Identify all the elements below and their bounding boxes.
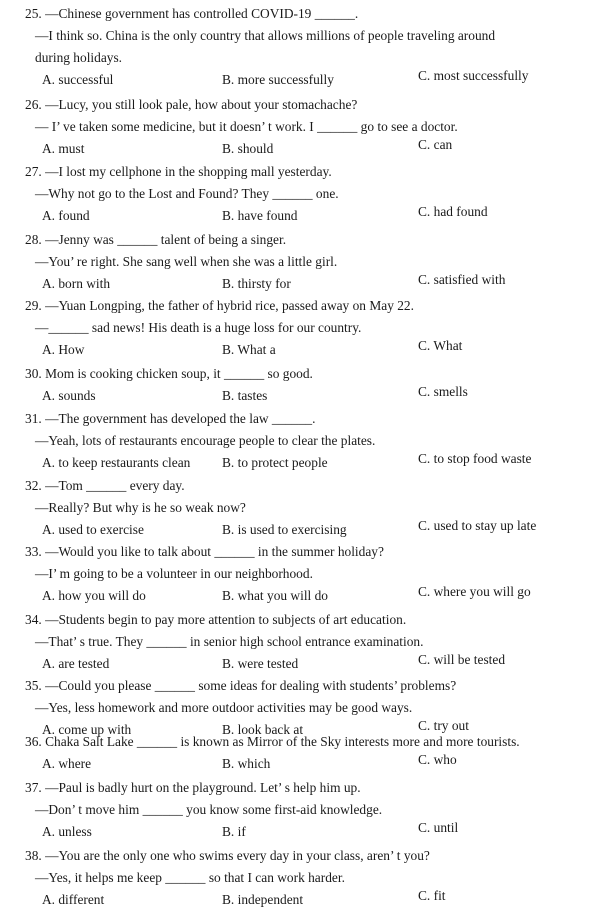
question-line: —Really? But why is he so weak now? (35, 500, 246, 515)
question-line: —______ sad news! His death is a huge loss for our country. (35, 320, 362, 335)
option-b: B. is used to exercising (222, 522, 347, 537)
question-stem: 27. —I lost my cellphone in the shopping mall yesterday. (25, 164, 332, 179)
option-b: B. tastes (222, 388, 268, 403)
question-stem: 38. —You are the only one who swims every day in your class, aren’ t you? (25, 848, 430, 863)
option-b: B. which (222, 756, 271, 771)
option-a: A. How (42, 342, 85, 357)
option-b: B. look back at (222, 722, 304, 737)
option-a: A. come up with (42, 722, 132, 737)
option-b: B. What a (222, 342, 276, 357)
option-c: C. try out (418, 718, 469, 733)
question-line: —Don’ t move him ______ you know some first-aid knowledge. (35, 802, 383, 817)
option-a: A. to keep restaurants clean (42, 455, 191, 470)
option-a: A. successful (42, 72, 114, 87)
option-c: C. where you will go (418, 584, 531, 599)
option-b: B. thirsty for (222, 276, 291, 291)
option-a: A. must (42, 141, 85, 156)
option-c: C. What (418, 338, 463, 353)
option-c: C. had found (418, 204, 488, 219)
question-stem: 30. Mom is cooking chicken soup, it ______ so good. (25, 366, 313, 381)
question-line: —Yeah, lots of restaurants encourage people to clear the plates. (35, 433, 376, 448)
question-stem: 29. —Yuan Longping, the father of hybrid rice, passed away on May 22. (25, 298, 414, 313)
option-c: C. can (418, 137, 453, 152)
option-c: C. used to stay up late (418, 518, 537, 533)
question-line: —Yes, it helps me keep ______ so that I can work harder. (35, 870, 345, 885)
question-line: —You’ re right. She sang well when she was a little girl. (35, 254, 338, 269)
question-line: —That’ s true. They ______ in senior high school entrance examination. (35, 634, 424, 649)
question-line: —I think so. China is the only country that allows millions of people traveling around (35, 28, 496, 43)
question-stem: 31. —The government has developed the law ______. (25, 411, 316, 426)
question-line: —Yes, less homework and more outdoor activities may be good ways. (35, 700, 413, 715)
option-a: A. are tested (42, 656, 110, 671)
option-c: C. fit (418, 888, 446, 903)
option-c: C. who (418, 752, 457, 767)
option-b: B. independent (222, 892, 304, 907)
option-a: A. sounds (42, 388, 96, 403)
question-stem: 28. —Jenny was ______ talent of being a singer. (25, 232, 287, 247)
option-c: C. until (418, 820, 459, 835)
option-a: A. unless (42, 824, 92, 839)
question-stem: 37. —Paul is badly hurt on the playground. Let’ s help him up. (25, 780, 361, 795)
option-a: A. where (42, 756, 92, 771)
option-a: A. born with (42, 276, 111, 291)
option-c: C. satisfied with (418, 272, 506, 287)
option-c: C. will be tested (418, 652, 506, 667)
option-a: A. found (42, 208, 90, 223)
question-stem: 32. —Tom ______ every day. (25, 478, 185, 493)
option-c: C. to stop food waste (418, 451, 532, 466)
option-b: B. have found (222, 208, 298, 223)
option-b: B. to protect people (222, 455, 328, 470)
question-stem: 34. —Students begin to pay more attention to subjects of art education. (25, 612, 407, 627)
option-a: A. how you will do (42, 588, 146, 603)
option-b: B. if (222, 824, 246, 839)
question-stem: 26. —Lucy, you still look pale, how about your stomachache? (25, 97, 358, 112)
option-b: B. were tested (222, 656, 299, 671)
option-a: A. used to exercise (42, 522, 144, 537)
question-line: during holidays. (35, 50, 123, 65)
option-b: B. more successfully (222, 72, 334, 87)
option-c: C. most successfully (418, 68, 529, 83)
question-line: —I’ m going to be a volunteer in our neighborhood. (35, 566, 313, 581)
question-stem: 36. Chaka Salt Lake ______ is known as Mirror of the Sky interests more and more tourists. (25, 734, 520, 749)
question-stem: 25. —Chinese government has controlled COVID-19 ______. (25, 6, 359, 21)
option-b: B. should (222, 141, 274, 156)
question-line: —Why not go to the Lost and Found? They ______ one. (35, 186, 339, 201)
option-c: C. smells (418, 384, 468, 399)
option-b: B. what you will do (222, 588, 329, 603)
question-stem: 33. —Would you like to talk about ______ in the summer holiday? (25, 544, 384, 559)
option-a: A. different (42, 892, 105, 907)
question-line: — I’ ve taken some medicine, but it doesn’ t work. I ______ go to see a doctor. (35, 119, 458, 134)
question-stem: 35. —Could you please ______ some ideas for dealing with students’ problems? (25, 678, 457, 693)
